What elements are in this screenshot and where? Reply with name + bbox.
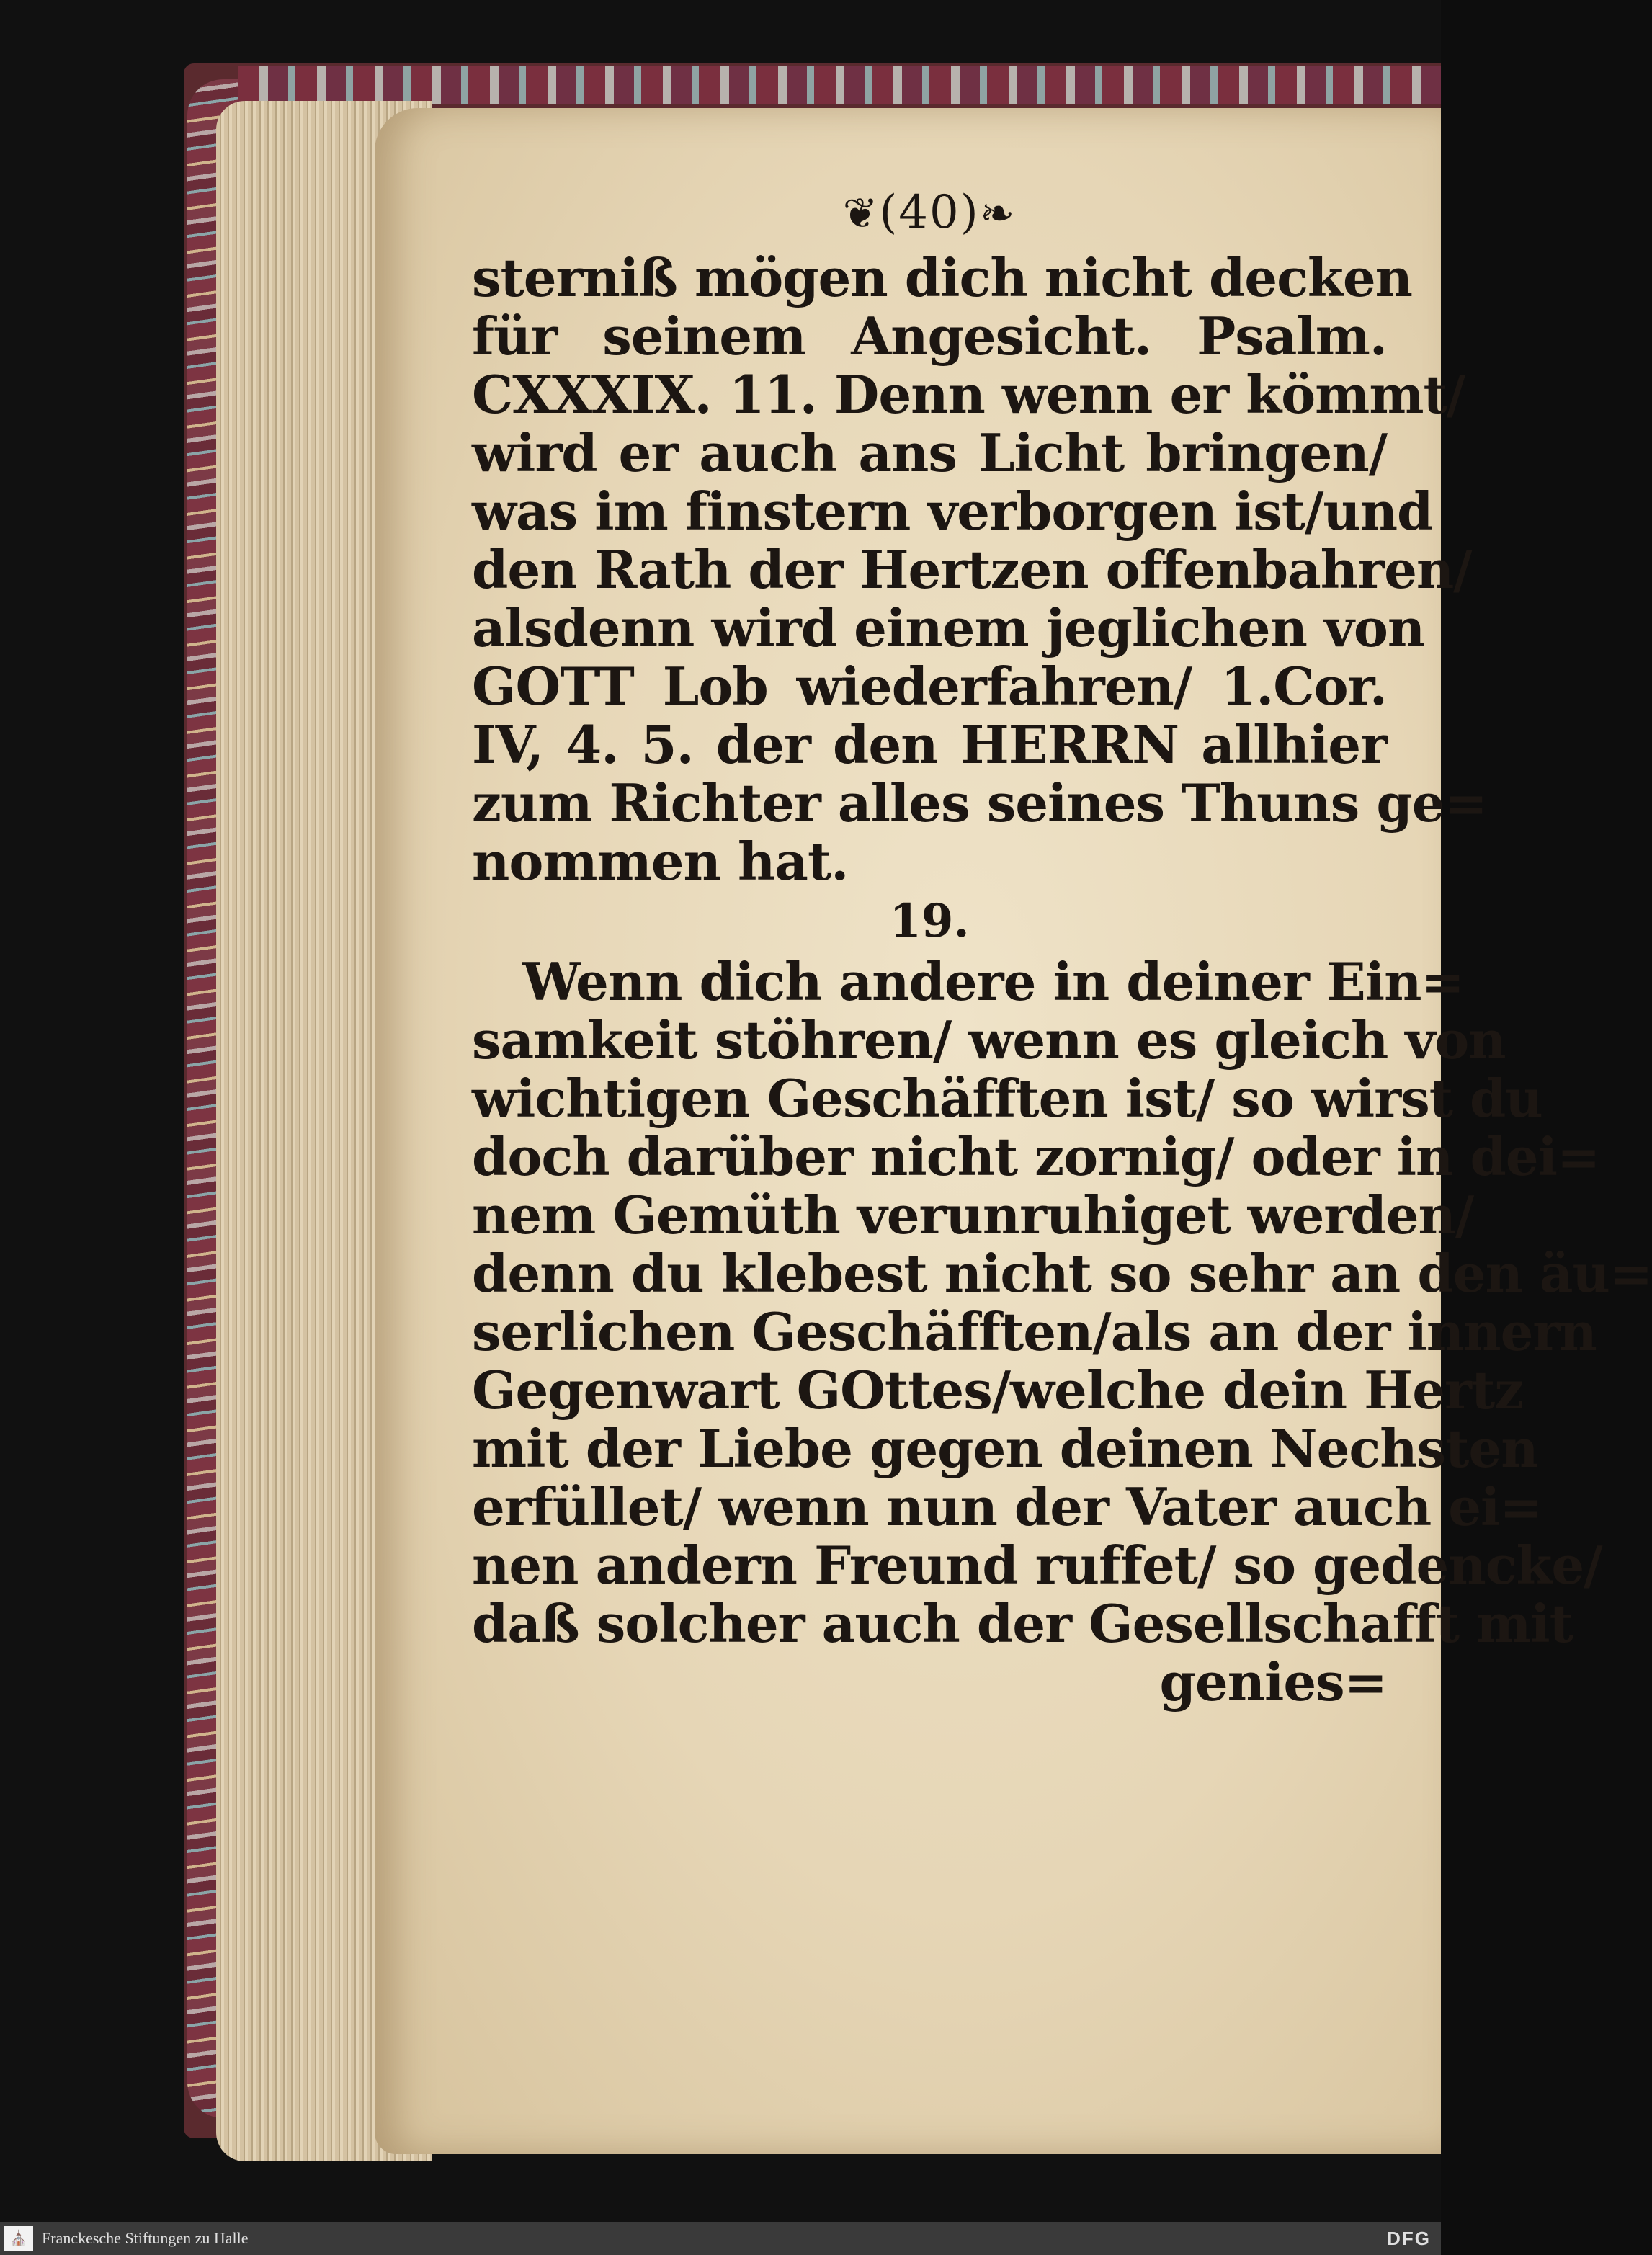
text-line: serlichen Geschäfften/als an der innern xyxy=(472,1301,1597,1362)
text-line: zum Richter alles seines Thuns ge= xyxy=(472,772,1487,834)
text-line: mit der Liebe gegen deinen Nechsten xyxy=(472,1418,1538,1479)
catchword: genies= xyxy=(1159,1651,1387,1713)
text-line: wichtigen Geschäfften ist/ so wirst du xyxy=(472,1068,1542,1129)
text-line: den Rath der Hertzen offenbahren/ xyxy=(472,539,1472,600)
text-line: doch darüber nicht zornig/ oder in dei= xyxy=(472,1126,1600,1187)
page-number: (40) xyxy=(879,186,980,239)
text-line: erfüllet/ wenn nun der Vater auch ei= xyxy=(472,1476,1542,1537)
section-number: 19. xyxy=(889,894,970,948)
marbled-top-edge xyxy=(238,66,1441,104)
text-line: für seinem Angesicht. Psalm. xyxy=(472,305,1387,367)
text-line: denn du klebest nicht so sehr an den äu= xyxy=(472,1243,1652,1304)
left-ornament-icon: ❦ xyxy=(842,189,880,238)
text-line: GOTT Lob wiederfahren/ 1.Cor. xyxy=(472,656,1387,717)
text-line: IV, 4. 5. der den HERRN allhier xyxy=(472,714,1387,775)
institution-name[interactable]: Franckesche Stiftungen zu Halle xyxy=(42,2229,249,2247)
text-line: Wenn dich andere in deiner Ein= xyxy=(522,951,1464,1012)
page-text xyxy=(472,180,1652,1713)
paragraph-18-continued xyxy=(472,247,1487,892)
text-line: alsdenn wird einem jeglichen von xyxy=(472,597,1425,658)
text-line: daß solcher auch der Gesellschafft mit xyxy=(472,1593,1573,1654)
paragraph-19 xyxy=(472,951,1652,1713)
text-line: wird er auch ans Licht bringen/ xyxy=(472,422,1387,483)
right-ornament-icon: ❧ xyxy=(979,189,1017,238)
text-line: nen andern Freund ruffet/ so gedencke/ xyxy=(472,1535,1602,1596)
text-line: samkeit stöhren/ wenn es gleich von xyxy=(472,1009,1506,1071)
text-line: Gegenwart GOttes/welche dein Hertz xyxy=(472,1359,1524,1421)
text-line: was im finstern verborgen ist/und xyxy=(472,481,1433,542)
page-header xyxy=(472,180,1387,249)
text-line: CXXXIX. 11. Denn wenn er kömmt/ xyxy=(472,364,1465,425)
text-line: sterniß mögen dich nicht decken xyxy=(472,247,1412,308)
text-line: nem Gemüth verunruhiget werden/ xyxy=(472,1184,1474,1246)
dfg-logo: DFG xyxy=(1387,2228,1431,2249)
text-line: nommen hat. xyxy=(472,831,849,892)
building-icon: ⛪ xyxy=(4,2226,33,2251)
viewer-footer xyxy=(0,2222,1441,2255)
